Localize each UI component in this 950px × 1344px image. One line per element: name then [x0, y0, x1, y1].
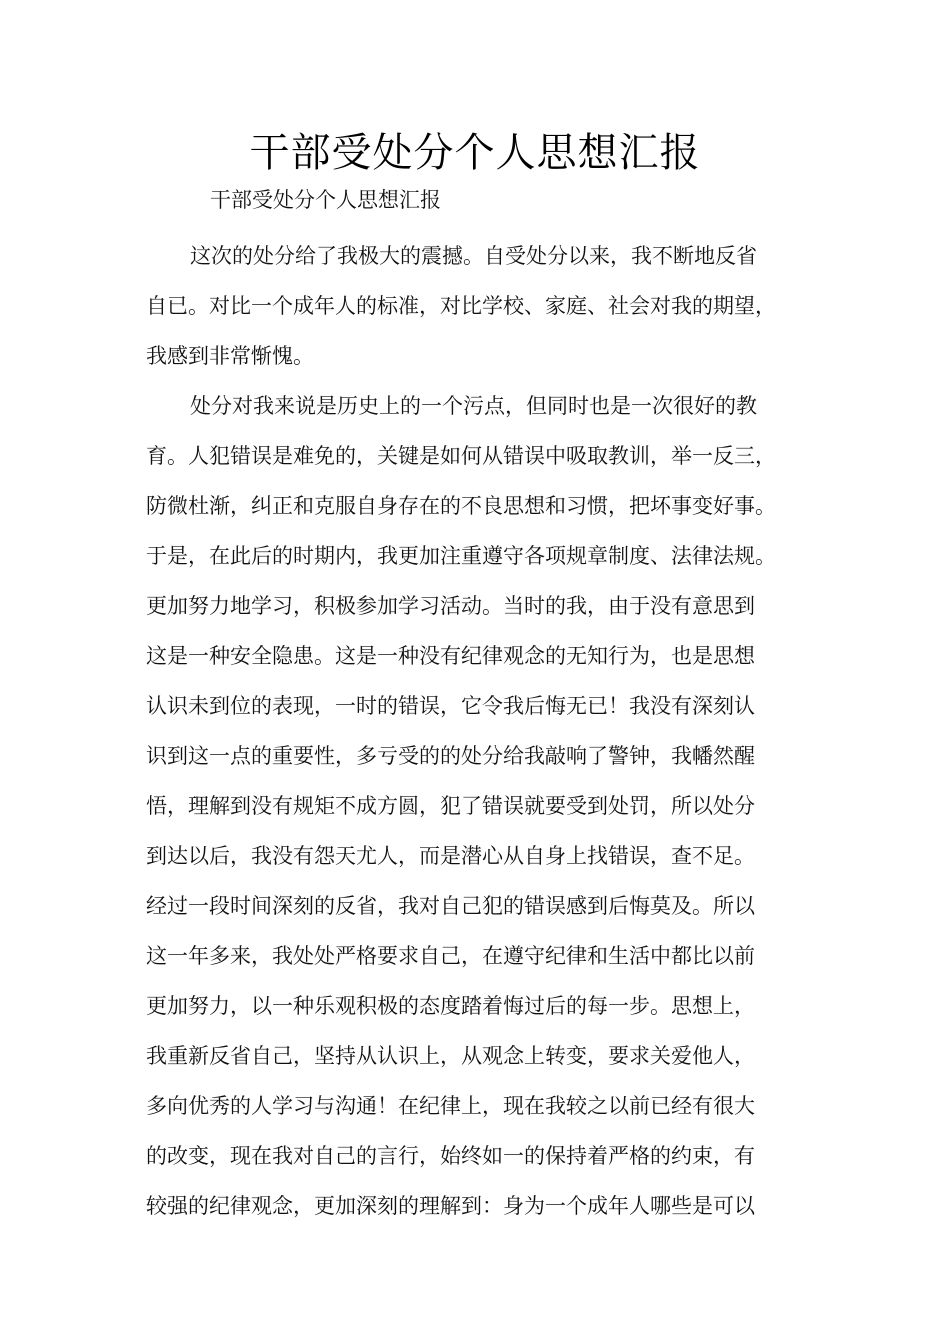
body-line: 防微杜渐，纠正和克服自身存在的不良思想和习惯，把坏事变好事。 [146, 494, 776, 518]
body-line: 这一年多来，我处处严格要求自己，在遵守纪律和生活中都比以前 [146, 944, 755, 968]
body-line: 更加努力，以一种乐观积极的态度踏着悔过后的每一步。思想上， [146, 994, 755, 1018]
body-line: 认识未到位的表现，一时的错误，它令我后悔无已！我没有深刻认 [146, 694, 755, 718]
body-line: 育。人犯错误是难免的，关键是如何从错误中吸取教训，举一反三， [146, 444, 776, 468]
body-line: 到达以后，我没有怨天尤人，而是潜心从自身上找错误，查不足。 [146, 844, 755, 868]
body-line: 处分对我来说是历史上的一个污点，但同时也是一次很好的教 [190, 394, 757, 418]
body-line: 于是，在此后的时期内，我更加注重遵守各项规章制度、法律法规。 [146, 544, 776, 568]
body-line: 经过一段时间深刻的反省，我对自己犯的错误感到后悔莫及。所以 [146, 894, 755, 918]
body-line: 这是一种安全隐患。这是一种没有纪律观念的无知行为，也是思想 [146, 644, 755, 668]
document-subtitle: 干部受处分个人思想汇报 [210, 188, 441, 212]
body-line: 更加努力地学习，积极参加学习活动。当时的我，由于没有意思到 [146, 594, 755, 618]
body-line: 我感到非常惭愧。 [146, 344, 314, 368]
body-line: 较强的纪律观念，更加深刻的理解到：身为一个成年人哪些是可以 [146, 1194, 755, 1218]
document-title: 干部受处分个人思想汇报 [249, 130, 701, 176]
body-line: 这次的处分给了我极大的震撼。自受处分以来，我不断地反省 [190, 244, 757, 268]
body-line: 我重新反省自己，坚持从认识上，从观念上转变，要求关爱他人， [146, 1044, 755, 1068]
body-line: 的改变，现在我对自己的言行，始终如一的保持着严格的约束，有 [146, 1144, 755, 1168]
body-line: 自已。对比一个成年人的标准，对比学校、家庭、社会对我的期望， [146, 294, 776, 318]
document-body [146, 231, 826, 1231]
body-line: 悟，理解到没有规矩不成方圆，犯了错误就要受到处罚，所以处分 [146, 794, 755, 818]
body-line: 多向优秀的人学习与沟通！在纪律上，现在我较之以前已经有很大 [146, 1094, 755, 1118]
body-line: 识到这一点的重要性，多亏受的的处分给我敲响了警钟，我幡然醒 [146, 744, 755, 768]
